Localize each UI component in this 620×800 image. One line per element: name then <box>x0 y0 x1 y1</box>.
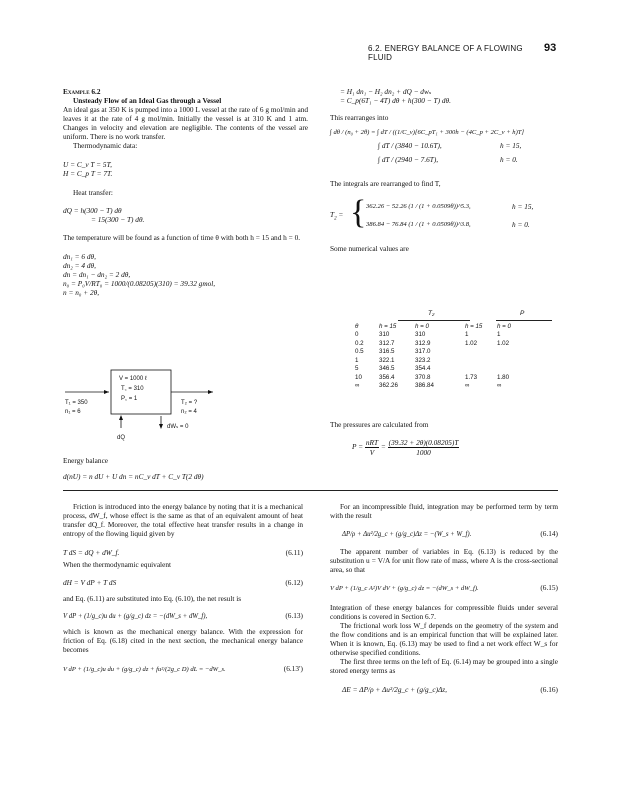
heat-eq-2: = 15(300 − T) dθ. <box>91 215 145 224</box>
equals-sign: = <box>380 442 386 452</box>
table-header: h = 0 <box>415 322 429 330</box>
eq-6-13: V dP + (1/g_c)u du + (g/g_c) dz = −(dW_s + dW_f), <box>63 613 208 620</box>
table-header: h = 0 <box>497 322 511 330</box>
eq-6-15: V dP + (1/g_c A²)V dV + (g/g_c) dz = −(dW_s + dW_f). <box>330 585 479 592</box>
table-cell: 386.84 <box>415 382 434 390</box>
eq-6-15-row <box>330 583 558 595</box>
table-cell: 0 <box>355 331 359 339</box>
table-cell: 354.4 <box>415 365 431 373</box>
heat-arrowhead <box>119 415 123 420</box>
pressure-frac-2-num: (39.32 + 2θ)(0.08205)T <box>388 438 459 447</box>
eq-6-13-prime-row <box>63 664 303 678</box>
values-table-wrap <box>352 310 552 390</box>
table-row <box>352 331 520 340</box>
integral-case-1 <box>330 141 560 155</box>
example-label: Example 6.2 <box>63 87 101 96</box>
page-number: 93 <box>544 42 557 54</box>
right-top-column <box>330 87 560 253</box>
diagram-dq: dQ <box>117 435 126 441</box>
pressure-frac-2 <box>388 438 460 457</box>
table-cell: 10 <box>355 373 362 381</box>
example-title: Unsteady Flow of an Ideal Gas through a Vessel <box>73 96 222 105</box>
diagram-pc: P꜀ = 1 <box>121 396 138 402</box>
thermo-label: Thermodynamic data: <box>73 141 138 150</box>
table-cell: 0.2 <box>355 339 364 347</box>
t2-case-2: 386.84 − 76.84 (1 / (1 + 0.0509θ))^3.8, <box>366 221 471 228</box>
numeric-values-text: Some numerical values are <box>330 244 409 253</box>
energy-balance-label: Energy balance <box>63 456 109 465</box>
t2-solution <box>330 194 560 234</box>
table-cell <box>462 348 494 357</box>
table-cell: 1.80 <box>497 373 510 381</box>
variables-text: The apparent number of variables in Eq. (6.13) is reduced by the substitution u = V/A for unit flow rate of mass, where A is the cross-sectional area, so that <box>330 547 558 574</box>
table-cell: 1.02 <box>465 339 478 347</box>
table-cell <box>494 365 520 374</box>
left-bottom-column <box>63 502 303 678</box>
rearranges-text: This rearranges into <box>330 113 389 122</box>
t2-case-2-h: h = 0. <box>512 220 530 229</box>
diagram-n2: n₂ = 4 <box>181 409 197 415</box>
thermo-equivalent-text: When the thermodynamic equivalent <box>63 560 171 569</box>
eq-6-12: dH = V dP + T dS <box>63 578 117 587</box>
eq-6-13-number: (6.13) <box>285 611 303 620</box>
thermo-eq-u: U = C_v T = 5T, <box>63 160 112 169</box>
eq-dn2: dn₂ = 4 dθ, <box>63 261 96 270</box>
diagram-n1: n₁ = 6 <box>65 409 81 415</box>
outlet-arrowhead <box>208 390 213 394</box>
diagram-t2: T₂ = ? <box>181 400 198 406</box>
integral-case-2 <box>330 155 560 169</box>
pressure-text: The pressures are calculated from <box>330 420 429 429</box>
table-header: θ <box>355 322 359 330</box>
table-group-t2: T₂ <box>428 310 435 317</box>
energy-eq-2: = C_p(6T₁ − 4T) dθ + h(300 − T) dθ. <box>340 96 451 105</box>
eq-6-11-number: (6.11) <box>285 548 303 557</box>
eq-6-12-number: (6.12) <box>285 578 303 587</box>
table-header: h = 15 <box>379 322 397 330</box>
eq-6-13-row <box>63 611 303 623</box>
pressure-frac-1-den: V <box>369 448 375 457</box>
diagram-t1: T₁ = 350 <box>65 400 88 406</box>
table-header-row <box>352 322 520 331</box>
integral-rhs: ∫ dT / ((1/C_v)[6C_pT₁ + 300h − (4C_p + 2C_v + h)T] <box>377 129 525 136</box>
integral-case-1-h: h = 15, <box>500 141 522 150</box>
energy-eq-1: = H₁ dn₁ − H₂ dn₂ + dQ − dwₛ <box>340 87 432 96</box>
eq-n0: n₀ = P₀V/RT₀ = 1000/(0.08205)(310) = 39.32 gmol, <box>63 279 216 288</box>
diagram-tc: T꜀ = 310 <box>121 386 144 392</box>
t2-case-1-h: h = 15, <box>512 202 534 211</box>
table-cell: 5 <box>355 365 359 373</box>
eq-n: n = n₀ + 2θ, <box>63 288 100 297</box>
table-cell: 323.2 <box>415 356 431 364</box>
eq-6-16: ΔE = ΔP/ρ + Δu²/2g_c + (g/g_c)Δz, <box>342 685 447 694</box>
table-row <box>352 356 520 365</box>
table-cell: 0.5 <box>355 348 364 356</box>
incompressible-text: For an incompressible fluid, integration may be performed term by term with the result <box>330 502 558 520</box>
integral-case-2-expr: ∫ dT / (2940 − 7.6T), <box>378 155 439 164</box>
eq-6-11-row <box>63 548 303 560</box>
running-header: 6.2. ENERGY BALANCE OF A FLOWING FLUID <box>368 44 523 62</box>
table-cell <box>494 348 520 357</box>
example-box <box>63 87 308 297</box>
thermo-eq-h: H = C_p T = 7T. <box>63 169 113 178</box>
t2-symbol: $T_2$ = <box>330 210 344 222</box>
table-row <box>352 365 520 374</box>
table-cell: 316.5 <box>379 348 395 356</box>
table-cell <box>494 356 520 365</box>
diagram-volume: V = 1000 ℓ <box>119 376 147 382</box>
integral-case-1-expr: ∫ dT / (3840 − 10.6T), <box>378 141 442 150</box>
table-row <box>352 348 520 357</box>
integral-lhs: ∫ dθ / (n₀ + 2θ) <box>330 129 370 136</box>
heat-eq-1: dQ = h(300 − T) dθ <box>63 206 122 215</box>
t2-case-1: 362.26 − 52.26 (1 / (1 + 0.0509θ))^5.3, <box>366 203 471 210</box>
heat-label: Heat transfer: <box>73 188 113 197</box>
example-intro: An ideal gas at 350 K is pumped into a 1000 L vessel at the rate of 6 g mol/min and leaves it at the rate of 4 g mol/min. Initially the vessel is at 310 K and 1 atm. Changes in velocity and elevation are negligible. The contents of the vessel are uniform. There is no work transfer. <box>63 105 308 141</box>
vessel-diagram <box>63 368 233 444</box>
eq-6-13-prime: V dP + (1/g_c)u du + (g/g_c) dz + fu²/(2g_c D) dL = −dW_s. <box>63 666 226 673</box>
table-cell: 312.9 <box>415 339 431 347</box>
energy-balance-eq: d(nU) = n dU + U dn = nC_v dT + C_v T(2 dθ) <box>63 472 204 481</box>
work-arrowhead <box>159 424 163 429</box>
pressure-eq-lhs: P = <box>352 442 364 452</box>
right-bottom-column <box>330 502 558 697</box>
table-row <box>352 339 520 348</box>
table-cell: 362.26 <box>379 382 398 390</box>
integral-equation: ∫ dθ / (n₀ + 2θ) = ∫ dT / ((1/C_v)[6C_pT₁ + 300h − (4C_p + 2C_v + h)T] <box>330 129 525 136</box>
table-cell: ∞ <box>355 382 360 390</box>
table-cell: 356.4 <box>379 373 395 381</box>
example-divider <box>63 490 558 491</box>
eq-6-13-prime-number: (6.13′) <box>283 664 303 673</box>
table-cell: 1 <box>355 356 359 364</box>
mechanical-balance-text: which is known as the mechanical energy balance. With the expression for friction of Eq. (6.18) cited in the next section, the mechanical energy balance becomes <box>63 627 303 654</box>
table-row <box>352 373 520 382</box>
eq-6-14: ΔP/ρ + Δu²/2g_c + (g/g_c)Δz = −(W_s + W_f). <box>342 531 472 538</box>
table-cell: 370.8 <box>415 373 431 381</box>
eq-6-12-row <box>63 578 303 590</box>
friction-paragraph: Friction is introduced into the energy balance by noting that it is a mechanical process, dW_f, whose effect is the same as that of an equivalent amount of heat transfer dQ_f. Moreover, the total effective heat transfer results in a change in entropy of the flowing liquid given by <box>63 502 303 538</box>
inlet-arrowhead <box>104 390 109 394</box>
eq-dn: dn = dn₁ − dn₂ = 2 dθ, <box>63 270 131 279</box>
eq-6-14-number: (6.14) <box>540 529 558 538</box>
eq-6-15-number: (6.15) <box>540 583 558 592</box>
table-cell: 312.7 <box>379 339 395 347</box>
table-row <box>352 382 520 391</box>
values-table <box>352 322 520 390</box>
table-group-p: P <box>520 310 525 317</box>
table-cell: 1 <box>465 331 469 339</box>
diagram-dws: dWₛ = 0 <box>167 424 189 430</box>
table-cell: 346.5 <box>379 365 395 373</box>
eq-6-11: T dS = dQ + dW_f. <box>63 548 120 557</box>
table-cell: ∞ <box>465 382 470 390</box>
integral-case-2-h: h = 0. <box>500 155 518 164</box>
pressure-equation <box>352 438 459 457</box>
eq-6-16-number: (6.16) <box>540 685 558 694</box>
eq-dn1: dn₁ = 6 dθ, <box>63 252 96 261</box>
table-cell <box>462 365 494 374</box>
pressure-frac-1-num: nRT <box>365 438 379 447</box>
substitution-text: and Eq. (6.11) are substituted into Eq. (6.10), the net result is <box>63 594 242 603</box>
pressure-frac-1 <box>365 438 379 457</box>
integrals-text: The integrals are rearranged to find T, <box>330 179 441 188</box>
table-cell: 322.1 <box>379 356 395 364</box>
temperature-text: The temperature will be found as a function of time θ with both h = 15 and h = 0. <box>63 233 301 242</box>
table-group-p-rule <box>496 320 552 321</box>
eq-6-14-row <box>330 529 558 541</box>
table-cell: 317.0 <box>415 348 431 356</box>
table-cell: 1.73 <box>465 373 478 381</box>
table-cell <box>462 356 494 365</box>
frictional-work-text: The frictional work loss W_f depends on the geometry of the system and the flow conditions and is an empirical function that will be explained later. When it is known, Eq. (6.13) may be used to find a net work effect W_s for otherwise specified conditions. <box>330 621 558 657</box>
eq-6-16-row <box>330 685 558 697</box>
table-group-headers <box>352 310 552 322</box>
table-cell: 1 <box>497 331 501 339</box>
table-cell: ∞ <box>497 382 502 390</box>
table-cell: 1.02 <box>497 339 510 347</box>
table-header: h = 15 <box>465 322 483 330</box>
table-cell: 310 <box>415 331 426 339</box>
table-cell: 310 <box>379 331 390 339</box>
stored-energy-text: The first three terms on the left of Eq. (6.14) may be grouped into a single stored energy terms as <box>330 657 558 675</box>
pressure-frac-2-den: 1000 <box>416 448 431 457</box>
integration-text: Integration of these energy balances for compressible fluids under several conditions is covered in Section 6.7. <box>330 603 558 621</box>
table-group-t2-rule <box>398 320 470 321</box>
t2-brace: { <box>350 194 367 231</box>
